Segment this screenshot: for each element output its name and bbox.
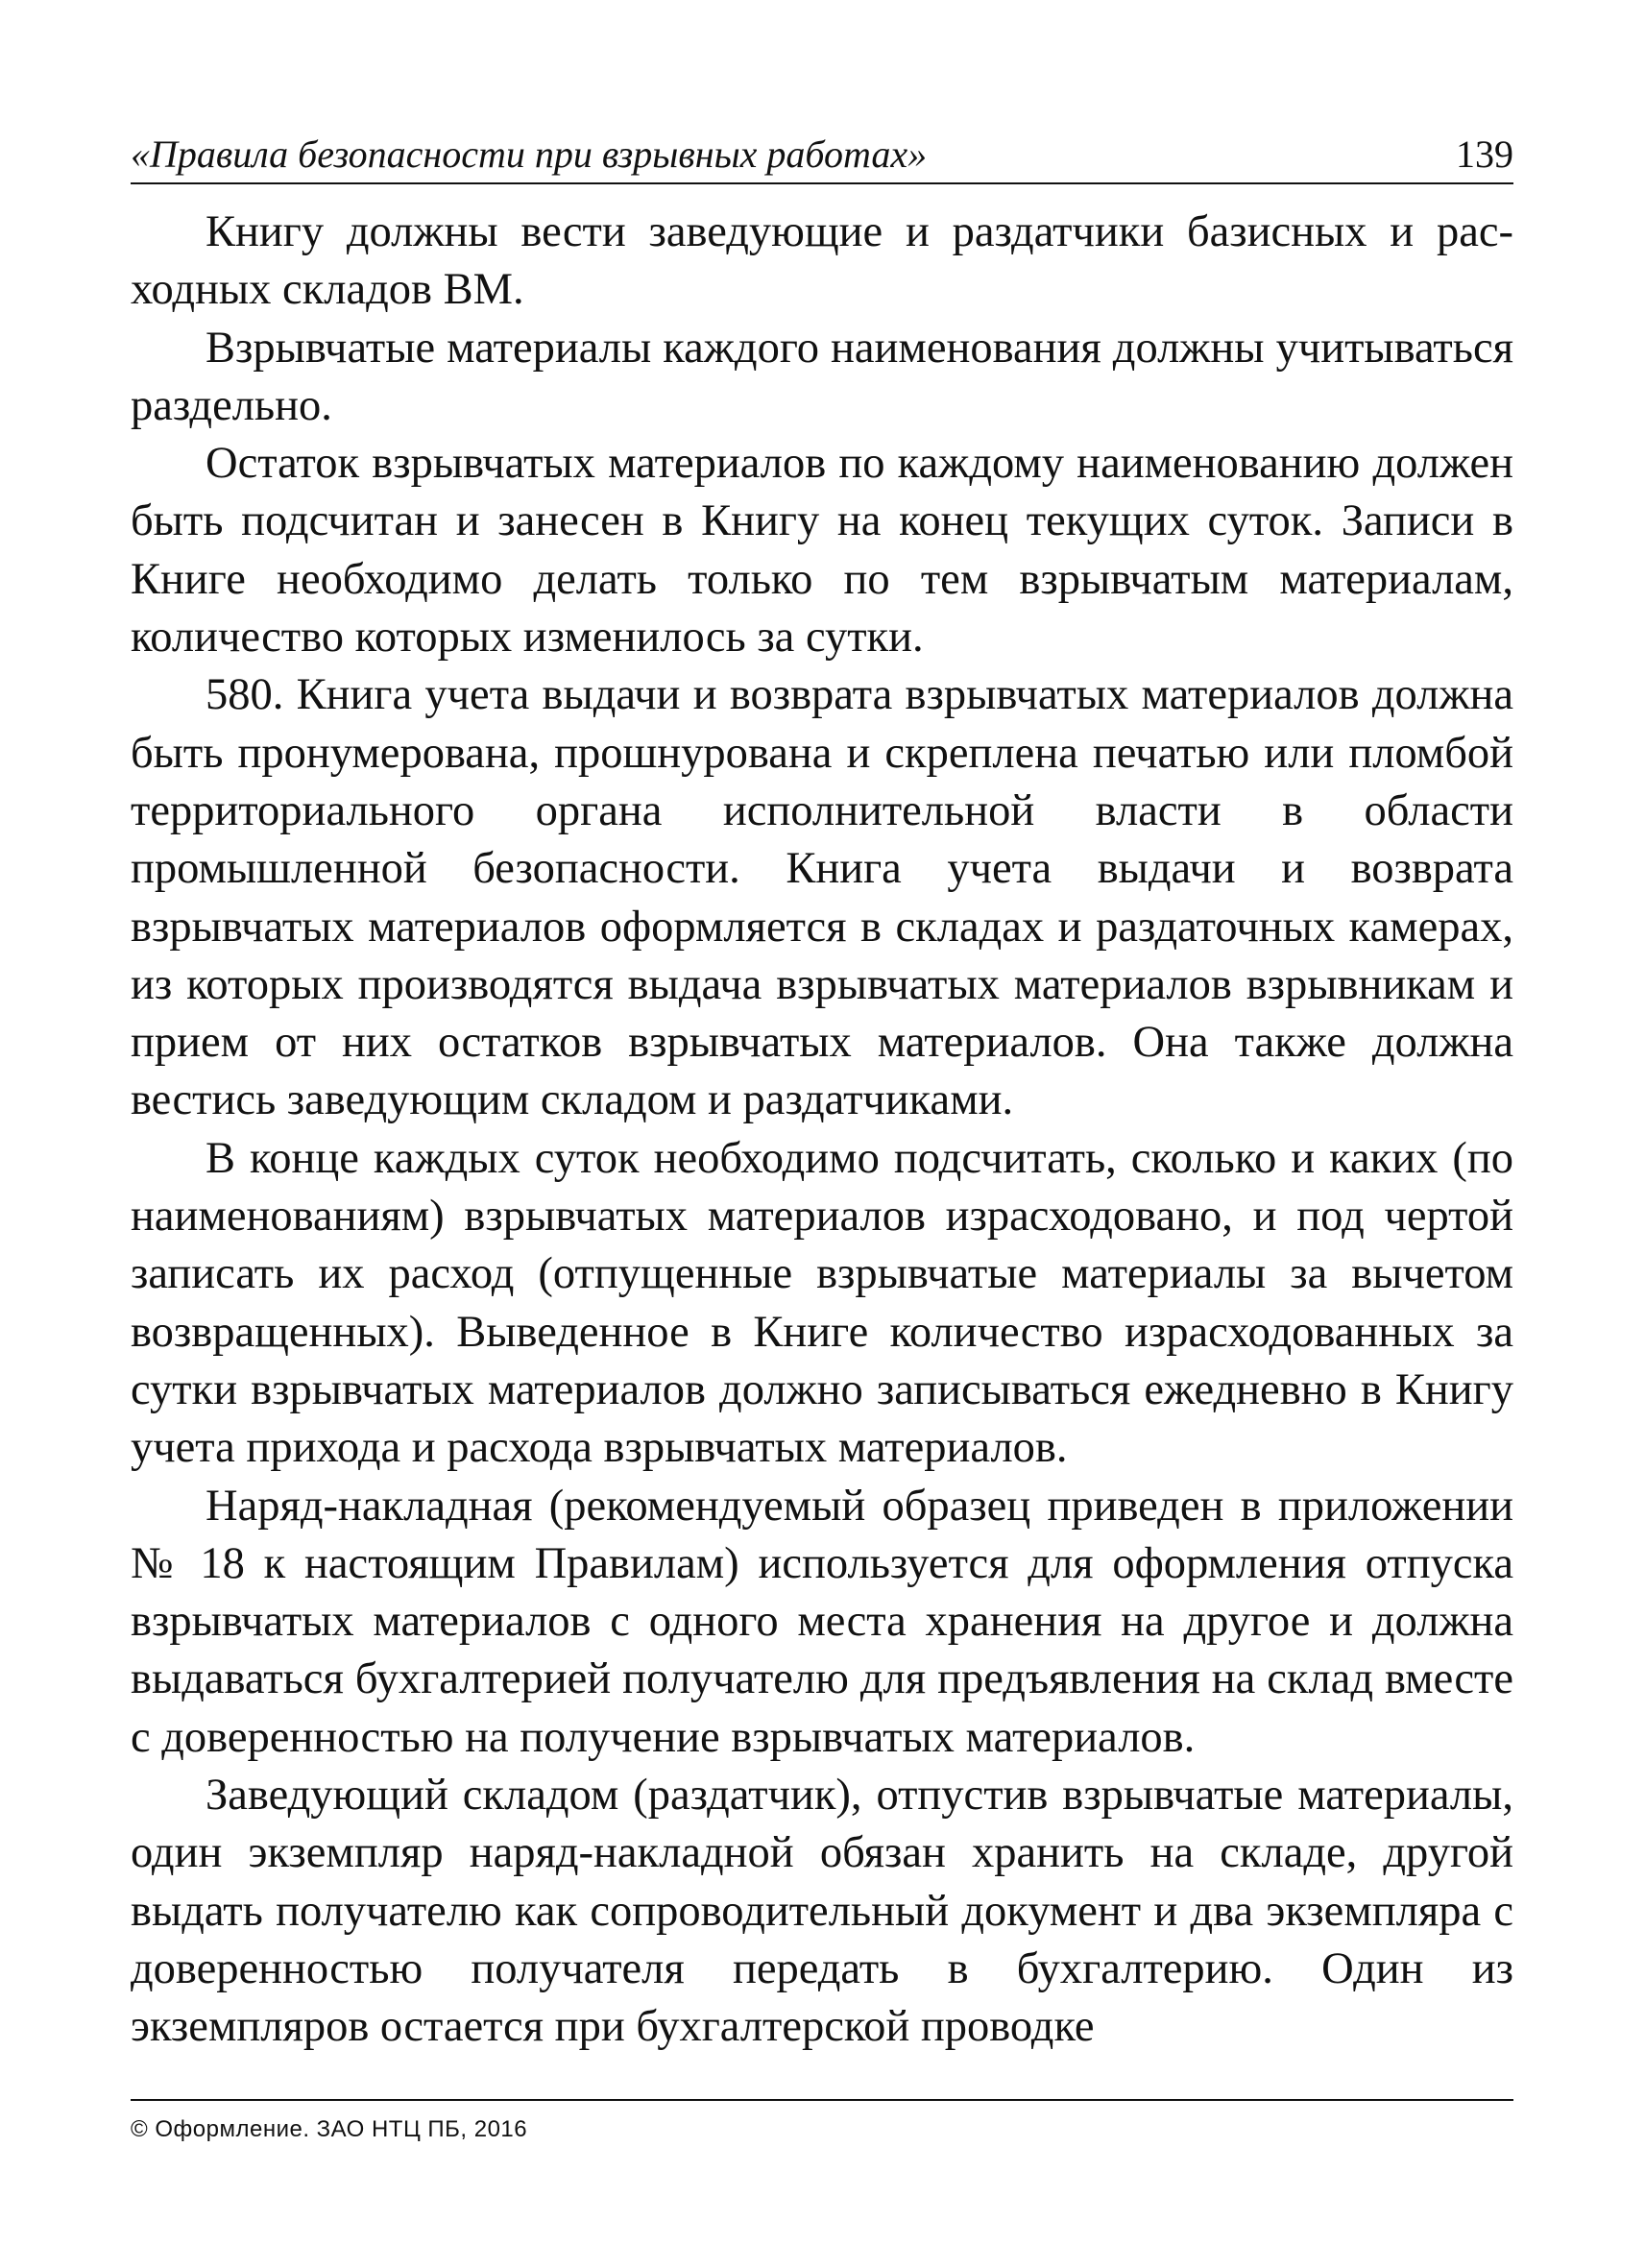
paragraph: Взрывчатые материалы каждого наименования должны учитываться раздельно. <box>131 323 1513 430</box>
paragraph: Остаток взрывчатых материалов по каждому наименованию должен быть подсчитан и занесен в Книгу на конец текущих суток. Записи в Книге необходимо делать только по тем взрывчатым материалам, количество которых изменилось за сутки. <box>131 439 1513 663</box>
document-page <box>131 123 1513 2216</box>
paragraph-580: 580. Книга учета выдачи и возврата взрывчатых материалов должна быть пронумерована, прошнурована и скреплена печатью или пломбой территориального органа исполнительной власти в области промышленной безопасности. Книга учета выдачи и возврата взрывчатых материалов оформляется в складах и раздаточных камерах, из которых производятся выдача взрывчатых материалов взрывникам и прием от них остатков взрывчатых материалов. Она также должна вестись заведующим складом и раздатчиками. <box>131 670 1513 1125</box>
paragraph: Заведующий складом (раздатчик), отпустив взрывчатые материалы, один экземпляр наряд-накладной обязан хранить на складе, другой выдать получателю как сопроводительный документ и два экземпляра с доверенностью получателя передать в бухгалтерию. Один из экземпляров остается при бухгалтерской проводке <box>131 1771 1513 2052</box>
header-title: «Правила безопасности при взрывных работах» <box>131 133 928 176</box>
paragraph: Наряд-накладная (рекомендуемый образец приведен в приложении № 18 к настоящим Правилам) используется для оформления отпуска взрывчатых материалов с одного места хранения на другое и должна выдаваться бухгалтерией получателю для предъявления на склад вместе с доверенностью на получение взрывчатых материалов. <box>131 1481 1513 1762</box>
running-header <box>131 123 1513 184</box>
body-text <box>131 204 1513 2057</box>
copyright-notice: © Оформление. ЗАО НТЦ ПБ, 2016 <box>131 2116 528 2142</box>
page-number: 139 <box>1456 133 1513 176</box>
paragraph: Книгу должны вести заведующие и раздатчики базисных и расходных складов ВМ. <box>131 207 1513 315</box>
footer <box>131 2099 1513 2143</box>
paragraph: В конце каждых суток необходимо подсчитать, сколько и каких (по наименованиям) взрывчатых материалов израсходовано, и под чертой записать их расход (отпущенные взрывчатые материалы за вычетом возвращенных). Выведенное в Книге количество израсходованных за сутки взрывчатых материалов должно записываться ежедневно в Книгу учета прихода и расхода взрывчатых материалов. <box>131 1133 1513 1473</box>
